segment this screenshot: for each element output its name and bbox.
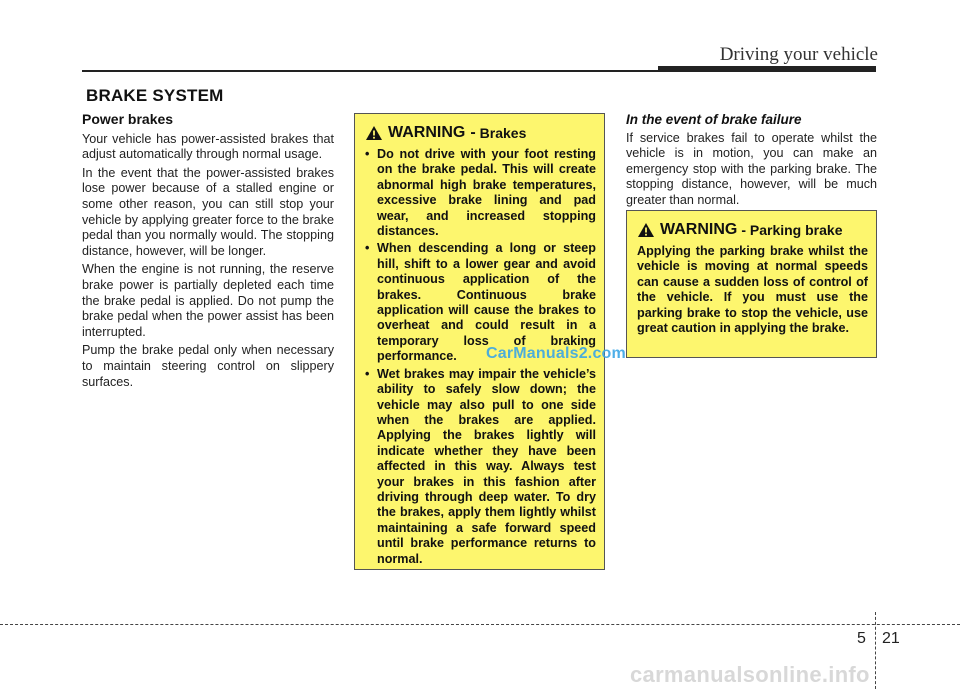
- left-column: [82, 112, 334, 393]
- warning-separator: -: [470, 124, 476, 141]
- paragraph: Pump the brake pedal only when necessary to maintain steering control on slippery surfaces.: [82, 343, 334, 389]
- right-column: [626, 112, 877, 212]
- warning-label: WARNING: [388, 124, 466, 141]
- paragraph: In the event that the power-assisted brakes lose power because of a stalled engine or some other reason, you can still stop your vehicle by applying greater force to the brake pedal than you normally would. The stopping distance, however, will be longer.: [82, 165, 334, 258]
- paragraph: Your vehicle has power-assisted brakes that adjust automatically through normal usage.: [82, 131, 334, 162]
- site-watermark: carmanualsonline.info: [630, 662, 870, 687]
- warning-triangle-icon: [365, 125, 383, 141]
- warning-triangle-icon: [637, 222, 655, 238]
- page-header-title: Driving your vehicle: [719, 44, 878, 65]
- header-rule-thick: [658, 66, 876, 72]
- warning-topic: - Parking brake: [741, 222, 843, 238]
- warning-box-parking-brake: [626, 210, 877, 358]
- warning-body: Applying the parking brake whilst the vehicle is moving at normal speeds can cause a sudden loss of control of the vehicle. If you must use the parking brake to stop the vehicle, use great caution in applying the brake.: [637, 244, 868, 336]
- section-title: BRAKE SYSTEM: [86, 86, 224, 105]
- footer-divider: [875, 612, 876, 689]
- watermark-link[interactable]: CarManuals2.com: [486, 345, 626, 362]
- warning-item: • When descending a long or steep hill, shift to a lower gear and avoid continuous application of the brakes. Continuous brake application will cause the brakes to overheat and could result in a temporary loss of braking performance.: [365, 241, 596, 364]
- warning-topic: Brakes: [479, 125, 527, 141]
- power-brakes-heading: Power brakes: [82, 111, 174, 127]
- brake-failure-heading: In the event of brake failure: [626, 112, 802, 127]
- warning-item: • Do not drive with your foot resting on the brake pedal. This will create abnormal high brake temperatures, excessive brake lining and pad wear, and increased stopping distances.: [365, 147, 596, 239]
- page-number: 21: [882, 630, 900, 647]
- warning-title: [637, 221, 868, 239]
- chapter-number: 5: [857, 630, 866, 647]
- footer-rule: [0, 624, 960, 625]
- warning-label: WARNING: [660, 221, 738, 238]
- warning-item: • Wet brakes may impair the vehicle’s ability to safely slow down; the vehicle may also pull to one side when the brakes are applied. Applying the brakes lightly will indicate whether they have been affected in this way. Always test your brakes in this fashion after driving through deep water. To dry the brakes, apply them lightly whilst maintaining a safe forward speed until brake performance returns to normal.: [365, 367, 596, 567]
- paragraph: When the engine is not running, the reserve brake power is partially depleted each time the brake pedal is applied. Do not pump the brake pedal when the power assist has been interrupted.: [82, 262, 334, 339]
- warning-title: [365, 124, 596, 142]
- paragraph: If service brakes fail to operate whilst the vehicle is in motion, you can make an emergency stop with the parking brake. The stopping distance, however, will be much greater than normal.: [626, 130, 877, 207]
- warning-box-brakes: [354, 113, 605, 570]
